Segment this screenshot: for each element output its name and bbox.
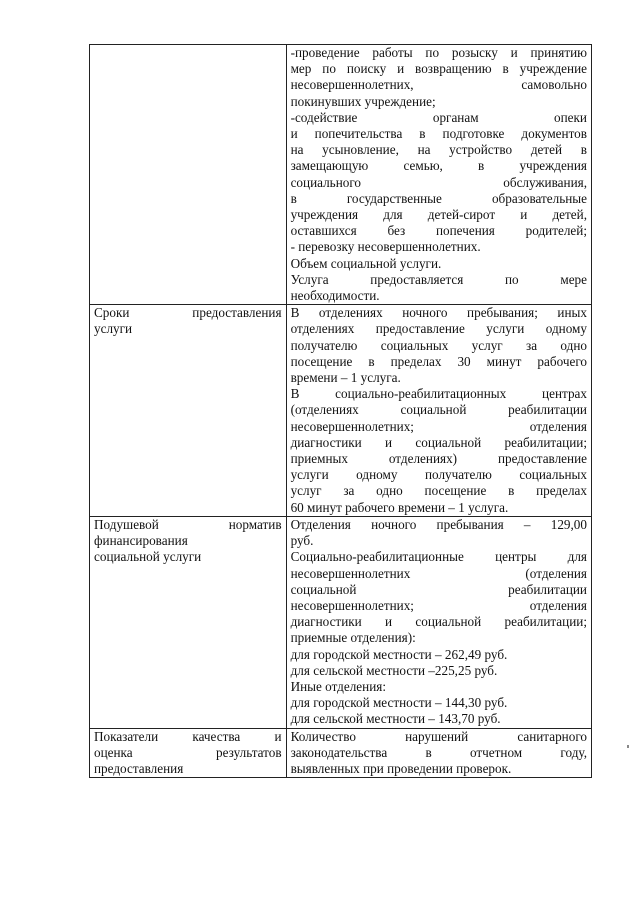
text-line: В социально-реабилитационных центрах — [290, 386, 587, 402]
row-label-line: Подушевой норматив — [94, 516, 282, 532]
text-line: услуг за одно посещение в пределах — [290, 483, 587, 499]
text-line: -содействие органам опеки — [290, 109, 587, 125]
text-line: приемные отделения): — [290, 630, 416, 646]
text-line: получателю социальных услуг за одно — [290, 337, 587, 353]
text-line: времени – 1 услуга. — [290, 370, 401, 386]
text-line: учреждения для детей-сирот и детей, — [290, 207, 587, 223]
text-line: оставшихся без попечения родителей; — [290, 223, 587, 239]
text-line: (отделениях социальной реабилитации — [290, 402, 587, 418]
text-line: необходимости. — [290, 288, 380, 304]
text-line: Объем социальной услуги. — [290, 255, 442, 271]
row-label-line: услуги — [94, 321, 133, 337]
text-line: приемных отделениях) предоставление — [290, 451, 587, 467]
row-label-line: предоставления — [94, 760, 184, 776]
text-line: несовершеннолетних; отделения — [290, 597, 587, 613]
text-line: замещающую семью, в учреждения — [290, 158, 587, 174]
text-line: и попечительства в подготовке документов — [290, 126, 587, 142]
text-line: Количество нарушений санитарного — [290, 728, 587, 744]
text-line: покинувших учреждение; — [290, 93, 436, 109]
text-line: отделениях предоставление услуги одному — [290, 321, 587, 337]
text-line: - перевозку несовершеннолетних. — [290, 239, 481, 255]
text-line: -проведение работы по розыску и принятию — [290, 45, 587, 60]
text-line: мер по поиску и возвращению в учреждение — [290, 61, 587, 77]
text-line: услуги одному получателю социальных — [290, 467, 587, 483]
text-line: социальной реабилитации — [290, 581, 587, 597]
row-label-line: Показатели качества и — [94, 728, 282, 744]
text-line: В отделениях ночного пребывания; иных — [290, 305, 587, 321]
row-label-line: оценка результатов — [94, 744, 282, 760]
text-line: Отделения ночного пребывания – 129,00 — [290, 516, 587, 532]
text-line: на усыновление, на устройство детей в — [290, 142, 587, 158]
text-line: 60 минут рабочего времени – 1 услуга. — [290, 499, 509, 515]
row-label-line: социальной услуги — [94, 549, 202, 565]
text-line: Услуга предоставляется по мере — [290, 271, 587, 287]
text-line: для городской местности – 144,30 руб. — [290, 695, 508, 711]
text-line: несовершеннолетних (отделения — [290, 565, 587, 581]
text-line: руб. — [290, 533, 314, 549]
text-line: посещение в пределах 30 минут рабочего — [290, 353, 587, 369]
text-line: для сельской местности –225,25 руб. — [290, 662, 498, 678]
text-line: в государственные образовательные — [290, 190, 587, 206]
text-line: законодательства в отчетном году, — [290, 744, 587, 760]
table-row-service-terms — [90, 305, 592, 517]
text-line: несовершеннолетних; отделения — [290, 418, 587, 434]
table-row-per-capita-norm — [90, 516, 592, 728]
row-content-cell — [286, 516, 591, 728]
table-row-activities — [90, 45, 592, 305]
text-line: несовершеннолетних, самовольно — [290, 77, 587, 93]
text-line: диагностики и социальной реабилитации; — [290, 434, 587, 450]
row-label-cell — [90, 728, 287, 778]
row-label-line: финансирования — [94, 533, 188, 549]
row-content-cell — [286, 45, 591, 305]
text-line: выявленных при проведении проверок. — [290, 760, 512, 776]
text-line: для городской местности – 262,49 руб. — [290, 646, 508, 662]
row-label-cell — [90, 305, 287, 517]
scan-speck — [627, 745, 629, 748]
text-line: для сельской местности – 143,70 руб. — [290, 711, 501, 727]
row-content-cell — [286, 728, 591, 778]
service-standard-table — [89, 44, 592, 778]
text-line: социального обслуживания, — [290, 174, 587, 190]
text-line: Иные отделения: — [290, 678, 387, 694]
text-line: Социально-реабилитационные центры для — [290, 549, 587, 565]
table-row-quality-indicators — [90, 728, 592, 778]
row-content-cell — [286, 305, 591, 517]
row-label-cell — [90, 516, 287, 728]
text-line: диагностики и социальной реабилитации; — [290, 614, 587, 630]
row-label-cell — [90, 45, 287, 305]
row-label-line: Сроки предоставления — [94, 305, 282, 321]
